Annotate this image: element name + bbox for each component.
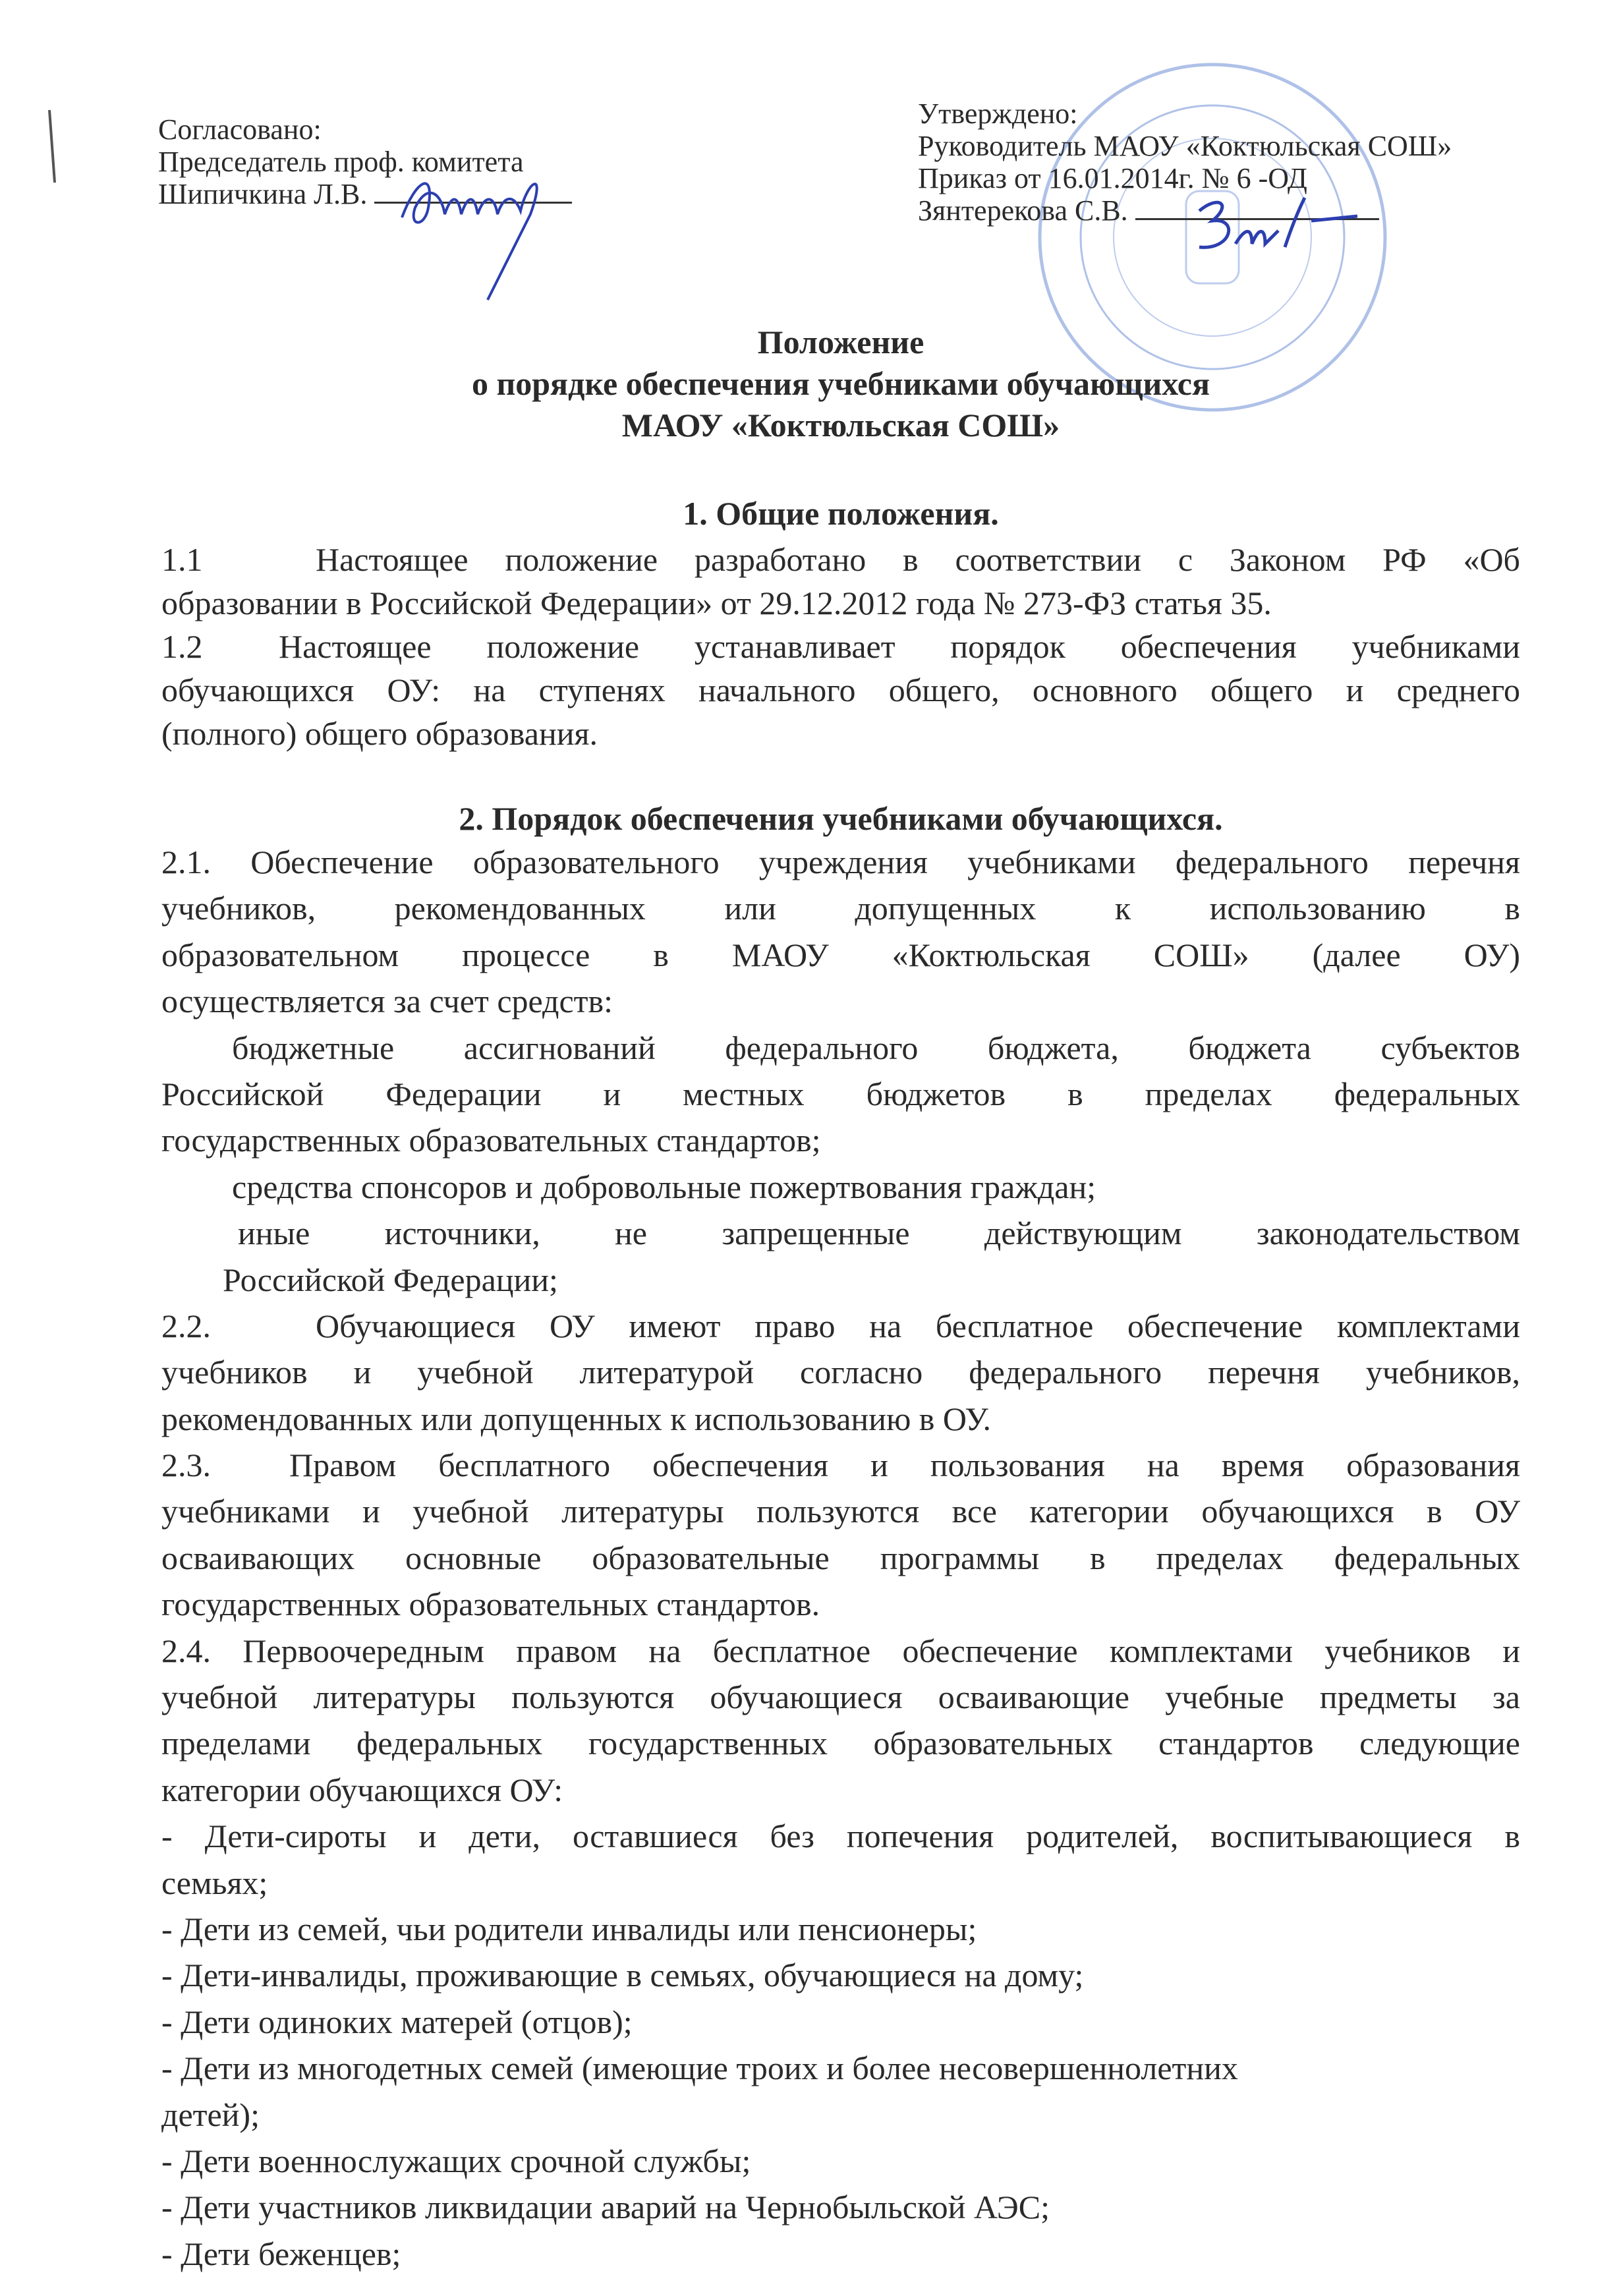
line-text: учебной литературы пользуются обучающиеся осваивающие учебные предметы за — [161, 1679, 1520, 1716]
line-text: категории обучающихся ОУ: — [161, 1771, 563, 1808]
line-text: обучающихся ОУ: на ступенях начального общего, основного общего и среднего — [161, 672, 1520, 708]
paragraph — [161, 2138, 1520, 2184]
approved-position: Руководитель МАОУ «Коктюльская СОШ» — [918, 130, 1452, 162]
line-text: детей); — [161, 2096, 260, 2133]
approved-label: Утверждено: — [918, 98, 1078, 130]
text-line — [161, 538, 1520, 581]
paragraph — [161, 625, 1520, 755]
approved-order: Приказ от 16.01.2014г. № 6 -ОД — [918, 162, 1307, 194]
clause-number: 1.1 — [161, 541, 203, 578]
line-text: - Дети участников ликвидации аварий на Чернобыльской АЭС; — [161, 2189, 1050, 2226]
paragraph — [161, 1303, 1520, 1442]
line-text: иные источники, не запрещенные действующим законодательством — [238, 1215, 1520, 1252]
line-text: осуществляется за счет средств: — [161, 983, 613, 1020]
line-text: (полного) общего образования. — [161, 715, 598, 752]
agreed-name: Шипичкина Л.В. — [158, 178, 368, 210]
text-line — [161, 581, 1520, 625]
paragraph — [161, 2184, 1520, 2230]
paragraph — [161, 2231, 1520, 2277]
text-line — [161, 1071, 1520, 1117]
text-line — [161, 1674, 1520, 1720]
paragraph — [161, 1952, 1520, 1998]
line-text: средства спонсоров и добровольные пожертвования граждан; — [232, 1168, 1096, 1205]
agreed-position: Председатель проф. комитета — [158, 146, 524, 178]
text-line — [161, 932, 1520, 978]
signature-left — [389, 155, 560, 306]
title-line: МАОУ «Коктюльская СОШ» — [621, 407, 1060, 444]
paragraph — [161, 1906, 1520, 1952]
agreed-label: Согласовано: — [158, 113, 322, 146]
line-text: Правом бесплатного обеспечения и пользования на время образования — [289, 1447, 1520, 1484]
section-general — [161, 492, 1520, 755]
line-text: - Дети из многодетных семей (имеющие троих и более несовершеннолетних — [161, 2050, 1238, 2087]
paragraph — [161, 1999, 1520, 2045]
text-line — [161, 1210, 1520, 1256]
line-text: - Дети-сироты и дети, оставшиеся без попечения родителей, воспитывающиеся в — [161, 1818, 1520, 1855]
clause-number: 1.2 — [161, 628, 203, 665]
line-text: пределами федеральных государственных образовательных стандартов следующие — [161, 1725, 1520, 1762]
text-line — [161, 1860, 1520, 1906]
line-text: бюджетные ассигнований федерального бюджета, бюджета субъектов — [232, 1029, 1520, 1066]
text-line — [161, 1767, 1520, 1813]
line-text: рекомендованных или допущенных к использованию в ОУ. — [161, 1400, 991, 1437]
line-text: Настоящее положение устанавливает порядок обеспечения учебниками — [279, 628, 1520, 665]
text-line — [161, 1628, 1520, 1674]
line-text: - Дети военнослужащих срочной службы; — [161, 2142, 751, 2179]
section-textbook-provision — [161, 798, 1520, 2277]
line-text: осваивающих основные образовательные программы в пределах федеральных — [161, 1539, 1520, 1576]
line-text: - Дети-инвалиды, проживающие в семьях, обучающиеся на дому; — [161, 1957, 1084, 1994]
text-line — [161, 2231, 1520, 2277]
text-line — [161, 978, 1520, 1024]
signature-right — [1186, 191, 1371, 264]
text-line — [161, 625, 1520, 668]
line-text: государственных образовательных стандартов; — [161, 1122, 821, 1159]
document-title — [161, 322, 1520, 446]
text-line — [161, 1442, 1520, 1488]
paragraph — [161, 1628, 1520, 1814]
approved-name: Зянтерекова С.В. — [918, 194, 1128, 227]
paragraph — [161, 2045, 1520, 2138]
text-line — [161, 1952, 1520, 1998]
text-line — [161, 1488, 1520, 1534]
text-line — [161, 1164, 1520, 1210]
line-text: - Дети одиноких матерей (отцов); — [161, 2003, 633, 2040]
text-line — [161, 1535, 1520, 1581]
paragraph — [161, 1164, 1520, 1210]
text-line — [161, 2092, 1520, 2138]
text-line — [161, 2138, 1520, 2184]
clause-number: 2.2. — [161, 1307, 211, 1344]
line-text: 2.1. Обеспечение образовательного учреждения учебниками федерального перечня — [161, 844, 1520, 880]
text-line — [161, 1581, 1520, 1627]
text-line — [161, 1349, 1520, 1395]
line-text: Обучающиеся ОУ имеют право на бесплатное обеспечение комплектами — [316, 1307, 1520, 1344]
section-heading: 1. Общие положения. — [683, 495, 999, 532]
scan-mark — [47, 109, 57, 185]
text-line — [161, 2184, 1520, 2230]
section-heading: 2. Порядок обеспечения учебниками обучающихся. — [459, 800, 1223, 837]
line-text: - Дети беженцев; — [161, 2235, 401, 2272]
line-text: учебниками и учебной литературы пользуются все категории обучающихся в ОУ — [161, 1493, 1520, 1530]
title-line: Положение — [757, 324, 924, 360]
text-line — [161, 2045, 1520, 2091]
paragraph — [161, 1210, 1520, 1303]
paragraph — [161, 1025, 1520, 1164]
approval-block-approved — [918, 98, 1452, 227]
line-text: Российской Федерации и местных бюджетов в пределах федеральных — [161, 1075, 1520, 1112]
line-text: образовании в Российской Федерации» от 29.12.2012 года № 273-ФЗ статья 35. — [161, 585, 1272, 621]
text-line — [161, 1813, 1520, 1859]
title-line: о порядке обеспечения учебниками обучающихся — [471, 365, 1210, 402]
line-text: - Дети из семей, чьи родители инвалиды или пенсионеры; — [161, 1910, 977, 1947]
line-text: учебников и учебной литературой согласно федерального перечня учебников, — [161, 1354, 1520, 1391]
text-line — [161, 1906, 1520, 1952]
text-line — [161, 1303, 1520, 1349]
line-text: Российской Федерации; — [223, 1261, 558, 1298]
paragraph — [161, 839, 1520, 1025]
paragraph — [161, 538, 1520, 625]
paragraph — [161, 1813, 1520, 1906]
text-line — [161, 1025, 1520, 1071]
text-line — [161, 1999, 1520, 2045]
line-text: образовательном процессе в МАОУ «Коктюльская СОШ» (далее ОУ) — [161, 936, 1520, 973]
text-line — [161, 1117, 1520, 1163]
text-line — [161, 668, 1520, 712]
text-line — [161, 885, 1520, 931]
paragraph — [161, 1442, 1520, 1628]
text-line — [161, 1720, 1520, 1766]
line-text: государственных образовательных стандартов. — [161, 1586, 820, 1623]
line-text: 2.4. Первоочередным правом на бесплатное обеспечение комплектами учебников и — [161, 1632, 1520, 1669]
text-line — [161, 1257, 1520, 1303]
text-line — [161, 839, 1520, 885]
text-line — [161, 1396, 1520, 1442]
text-line — [161, 712, 1520, 755]
clause-number: 2.3. — [161, 1447, 211, 1484]
line-text: учебников, рекомендованных или допущенных к использованию в — [161, 890, 1520, 927]
line-text: Настоящее положение разработано в соответствии с Законом РФ «Об — [316, 541, 1520, 578]
line-text: семьях; — [161, 1864, 268, 1901]
